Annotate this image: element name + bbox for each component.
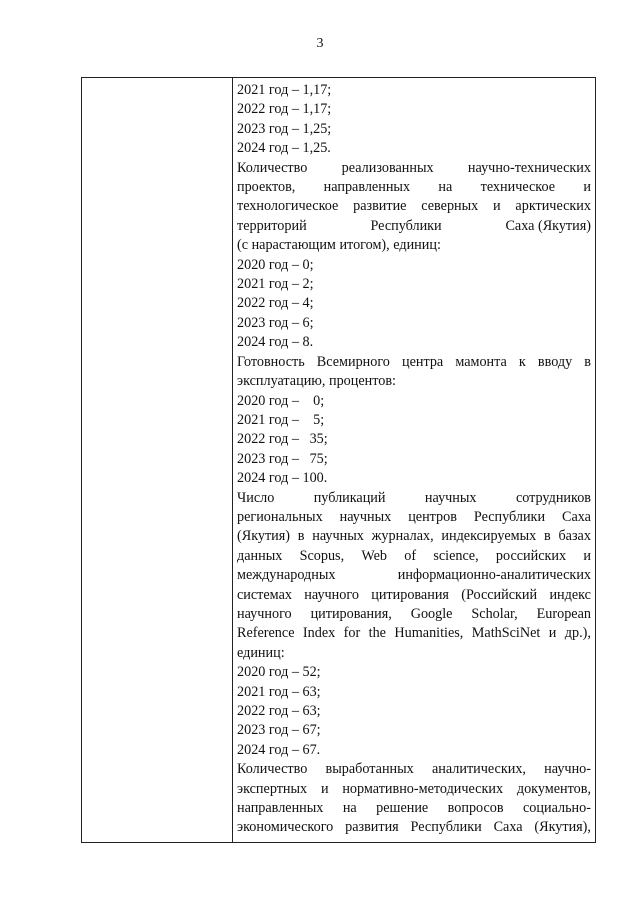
indicator-values-cell — [237, 81, 591, 838]
text-line: 2024 год – 1,25. — [237, 140, 331, 157]
word: Reference — [237, 625, 295, 642]
text-line: 2022 год – 35; — [237, 431, 328, 448]
word: в — [543, 528, 551, 545]
word: Количество — [237, 159, 308, 176]
text-line — [237, 780, 591, 799]
text-line: единиц: — [237, 644, 285, 661]
word: Web — [361, 547, 388, 564]
text-line: 2020 год – 0; — [237, 256, 314, 273]
word: Саха — [493, 819, 523, 836]
text-line — [237, 624, 591, 643]
word: центра — [401, 353, 444, 370]
text-line: 2024 год – 8. — [237, 334, 314, 351]
word: нормативно-методических — [342, 780, 504, 797]
word: журналах, — [371, 528, 434, 545]
word: European — [536, 605, 591, 622]
word: публикаций — [313, 489, 386, 506]
text-line: 2020 год – 52; — [237, 664, 321, 681]
text-line: 2022 год – 4; — [237, 295, 314, 312]
word: научных — [424, 489, 477, 506]
word: социально- — [523, 800, 591, 817]
word: реализованных — [341, 159, 434, 176]
word: и — [493, 198, 501, 215]
word: Scopus, — [299, 547, 345, 564]
text-line: 2021 год – 5; — [237, 411, 325, 428]
word: северных — [421, 198, 479, 215]
word: информационно-аналитических — [397, 567, 591, 584]
text-line — [237, 489, 591, 508]
word: развитие — [353, 198, 407, 215]
word: в — [297, 528, 305, 545]
word: вопросов — [447, 800, 504, 817]
word: направленных — [237, 800, 324, 817]
text-line: 2022 год – 1,17; — [237, 101, 332, 118]
word: Scholar, — [471, 605, 518, 622]
word: выработанных — [325, 761, 414, 778]
word: территорий — [237, 217, 307, 234]
text-line: 2021 год – 2; — [237, 276, 314, 293]
text-line: 2023 год – 67; — [237, 722, 321, 739]
text-line — [237, 605, 591, 624]
text-line — [237, 197, 591, 216]
text-line: 2023 год – 1,25; — [237, 120, 332, 137]
word: развития — [345, 819, 399, 836]
page-number: 3 — [316, 36, 324, 51]
word: Google — [410, 605, 453, 622]
text-line: (с нарастающим итогом), единиц: — [237, 237, 441, 254]
word: научного — [304, 586, 359, 603]
word: экономического — [237, 819, 334, 836]
word: Республики — [410, 819, 482, 836]
word: MathSciNet — [471, 625, 541, 642]
text-line: 2021 год – 1,17; — [237, 82, 332, 98]
word: на — [438, 179, 453, 196]
text-line: 2024 год – 67. — [237, 741, 321, 758]
word: Готовность — [237, 353, 305, 370]
word: Республики — [473, 508, 546, 525]
text-line — [237, 508, 591, 527]
text-line: 2023 год – 75; — [237, 450, 328, 467]
word: системах — [237, 586, 292, 603]
text-line — [237, 566, 591, 585]
word: и — [583, 547, 591, 564]
text-line — [237, 799, 591, 818]
word: Всемирного — [316, 353, 390, 370]
word: базах — [558, 528, 591, 545]
word: Количество — [237, 761, 308, 778]
word: (Российский — [461, 586, 538, 603]
text-line — [237, 527, 591, 546]
word: of — [404, 547, 417, 564]
word: региональных — [237, 508, 323, 525]
word: др.), — [564, 625, 591, 642]
word: Республики — [370, 217, 442, 234]
word: мамонта — [455, 353, 507, 370]
text-line: 2024 год – 100. — [237, 470, 328, 487]
word: for — [343, 625, 361, 642]
column-divider — [232, 78, 233, 842]
text-line — [237, 178, 591, 197]
indicators-table — [81, 77, 596, 843]
word: (Якутия), — [534, 819, 591, 836]
word: и — [548, 625, 557, 642]
word: цитирования, — [310, 605, 392, 622]
word: научных — [339, 508, 392, 525]
word: цитирования — [371, 586, 449, 603]
word: центров — [408, 508, 457, 525]
word: Саха — [562, 508, 591, 525]
word: решение — [376, 800, 429, 817]
word: Index — [302, 625, 336, 642]
word: техническое — [480, 179, 556, 196]
text-line: 2023 год – 6; — [237, 314, 314, 331]
word: к — [518, 353, 526, 370]
word: и — [320, 780, 329, 797]
text-line: 2020 год – 0; — [237, 392, 325, 409]
word: арктических — [515, 198, 591, 215]
text-line — [237, 353, 591, 372]
text-line — [237, 760, 591, 779]
text-line: 2021 год – 63; — [237, 683, 321, 700]
word: на — [342, 800, 357, 817]
text-line — [237, 547, 591, 566]
word: science, — [433, 547, 479, 564]
word: технологическое — [237, 198, 339, 215]
text-line — [237, 586, 591, 605]
text-line — [237, 818, 591, 837]
word: и — [583, 179, 591, 196]
word: вводу — [537, 353, 573, 370]
text-line: 2022 год – 63; — [237, 703, 321, 719]
word: (Якутия) — [237, 528, 291, 545]
word: проектов, — [237, 179, 296, 196]
word: Humanities, — [394, 625, 464, 642]
word: российских — [495, 547, 567, 564]
word: в — [584, 353, 591, 370]
word: научных — [312, 528, 364, 545]
text-line: эксплуатацию, процентов: — [237, 373, 396, 390]
word: научно- — [544, 761, 591, 778]
text-line — [237, 159, 591, 178]
word: данных — [237, 547, 283, 564]
word: документов, — [516, 780, 591, 797]
word: Число — [237, 489, 275, 506]
word: аналитических, — [431, 761, 526, 778]
word: the — [368, 625, 386, 642]
word: международных — [237, 567, 336, 584]
word: направленных — [323, 179, 411, 196]
word: научного — [237, 605, 292, 622]
text-line — [237, 217, 591, 236]
word: индексируемых — [441, 528, 537, 545]
word: экспертных — [237, 780, 308, 797]
word: научно-технических — [467, 159, 591, 176]
word: сотрудников — [515, 489, 591, 506]
word: Саха (Якутия) — [505, 217, 591, 234]
word: индекс — [549, 586, 591, 603]
